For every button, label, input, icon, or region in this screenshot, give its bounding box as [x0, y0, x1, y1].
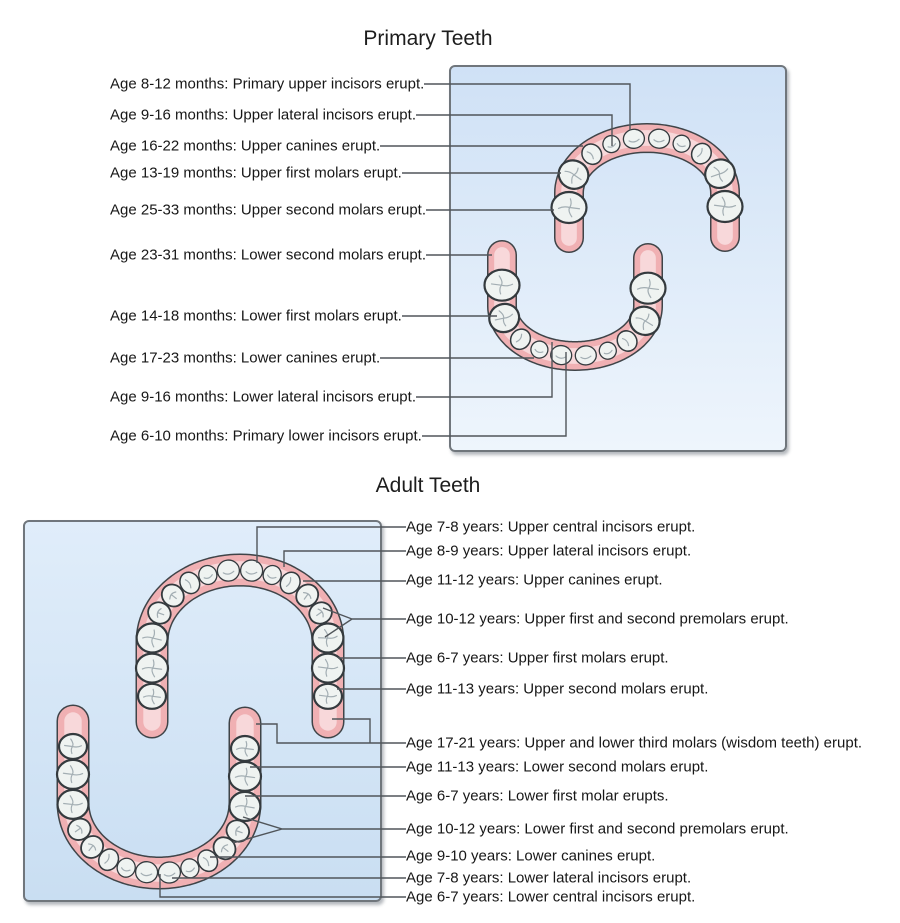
eruption-label: Age 6-7 years: Upper first molars erupt.	[406, 649, 669, 667]
adult-section-title: Adult Teeth	[375, 474, 481, 497]
eruption-label: Age 8-9 years: Upper lateral incisors erupt.	[406, 542, 692, 560]
eruption-label: Age 6-10 months: Primary lower incisors erupt.	[110, 427, 422, 445]
tooth	[57, 789, 89, 819]
eruption-label: Age 11-13 years: Lower second molars erupt.	[406, 758, 709, 776]
primary-section-title: Primary Teeth	[363, 27, 493, 50]
tooth	[231, 736, 259, 761]
eruption-label: Age 9-16 months: Upper lateral incisors erupt.	[110, 106, 416, 124]
eruption-label: Age 23-31 months: Lower second molars erupt.	[110, 246, 427, 264]
eruption-label: Age 11-13 years: Upper second molars erupt.	[406, 680, 709, 698]
eruption-label: Age 17-21 years: Upper and lower third molars (wisdom teeth) erupt.	[406, 734, 863, 752]
tooth	[708, 191, 743, 222]
tooth	[57, 760, 89, 789]
eruption-label: Age 11-12 years: Upper canines erupt.	[406, 571, 663, 589]
eruption-label: Age 6-7 years: Lower first molar erupts.	[406, 787, 669, 805]
adult-diagram-panel	[23, 520, 382, 902]
eruption-label: Age 14-18 months: Lower first molars erupt.	[110, 307, 402, 325]
tooth	[138, 684, 166, 709]
eruption-label: Age 16-22 months: Upper canines erupt.	[110, 137, 381, 155]
eruption-label: Age 25-33 months: Upper second molars erupt.	[110, 201, 427, 219]
eruption-label: Age 7-8 years: Lower lateral incisors erupt.	[406, 869, 692, 887]
tooth	[485, 270, 520, 301]
tooth	[59, 734, 87, 759]
tooth	[229, 791, 261, 821]
eruption-label: Age 9-10 years: Lower canines erupt.	[406, 847, 656, 865]
tooth	[631, 273, 666, 304]
tooth	[312, 654, 344, 683]
tooth	[229, 762, 261, 791]
primary-diagram-panel	[449, 65, 787, 452]
eruption-label: Age 6-7 years: Lower central incisors erupt.	[406, 888, 696, 906]
eruption-label: Age 10-12 years: Lower first and second premolars erupt.	[406, 820, 789, 838]
eruption-label: Age 17-23 months: Lower canines erupt.	[110, 349, 381, 367]
tooth	[552, 192, 587, 223]
adult-teeth-illustration	[25, 522, 380, 900]
eruption-label: Age 10-12 years: Upper first and second premolars erupt.	[406, 610, 789, 628]
primary-teeth-illustration	[451, 67, 785, 450]
eruption-label: Age 9-16 months: Lower lateral incisors erupt.	[110, 388, 416, 406]
eruption-label: Age 8-12 months: Primary upper incisors erupt.	[110, 75, 425, 93]
eruption-label: Age 13-19 months: Upper first molars erupt.	[110, 164, 402, 182]
tooth	[136, 654, 168, 683]
eruption-label: Age 7-8 years: Upper central incisors erupt.	[406, 518, 696, 536]
tooth	[314, 684, 342, 709]
